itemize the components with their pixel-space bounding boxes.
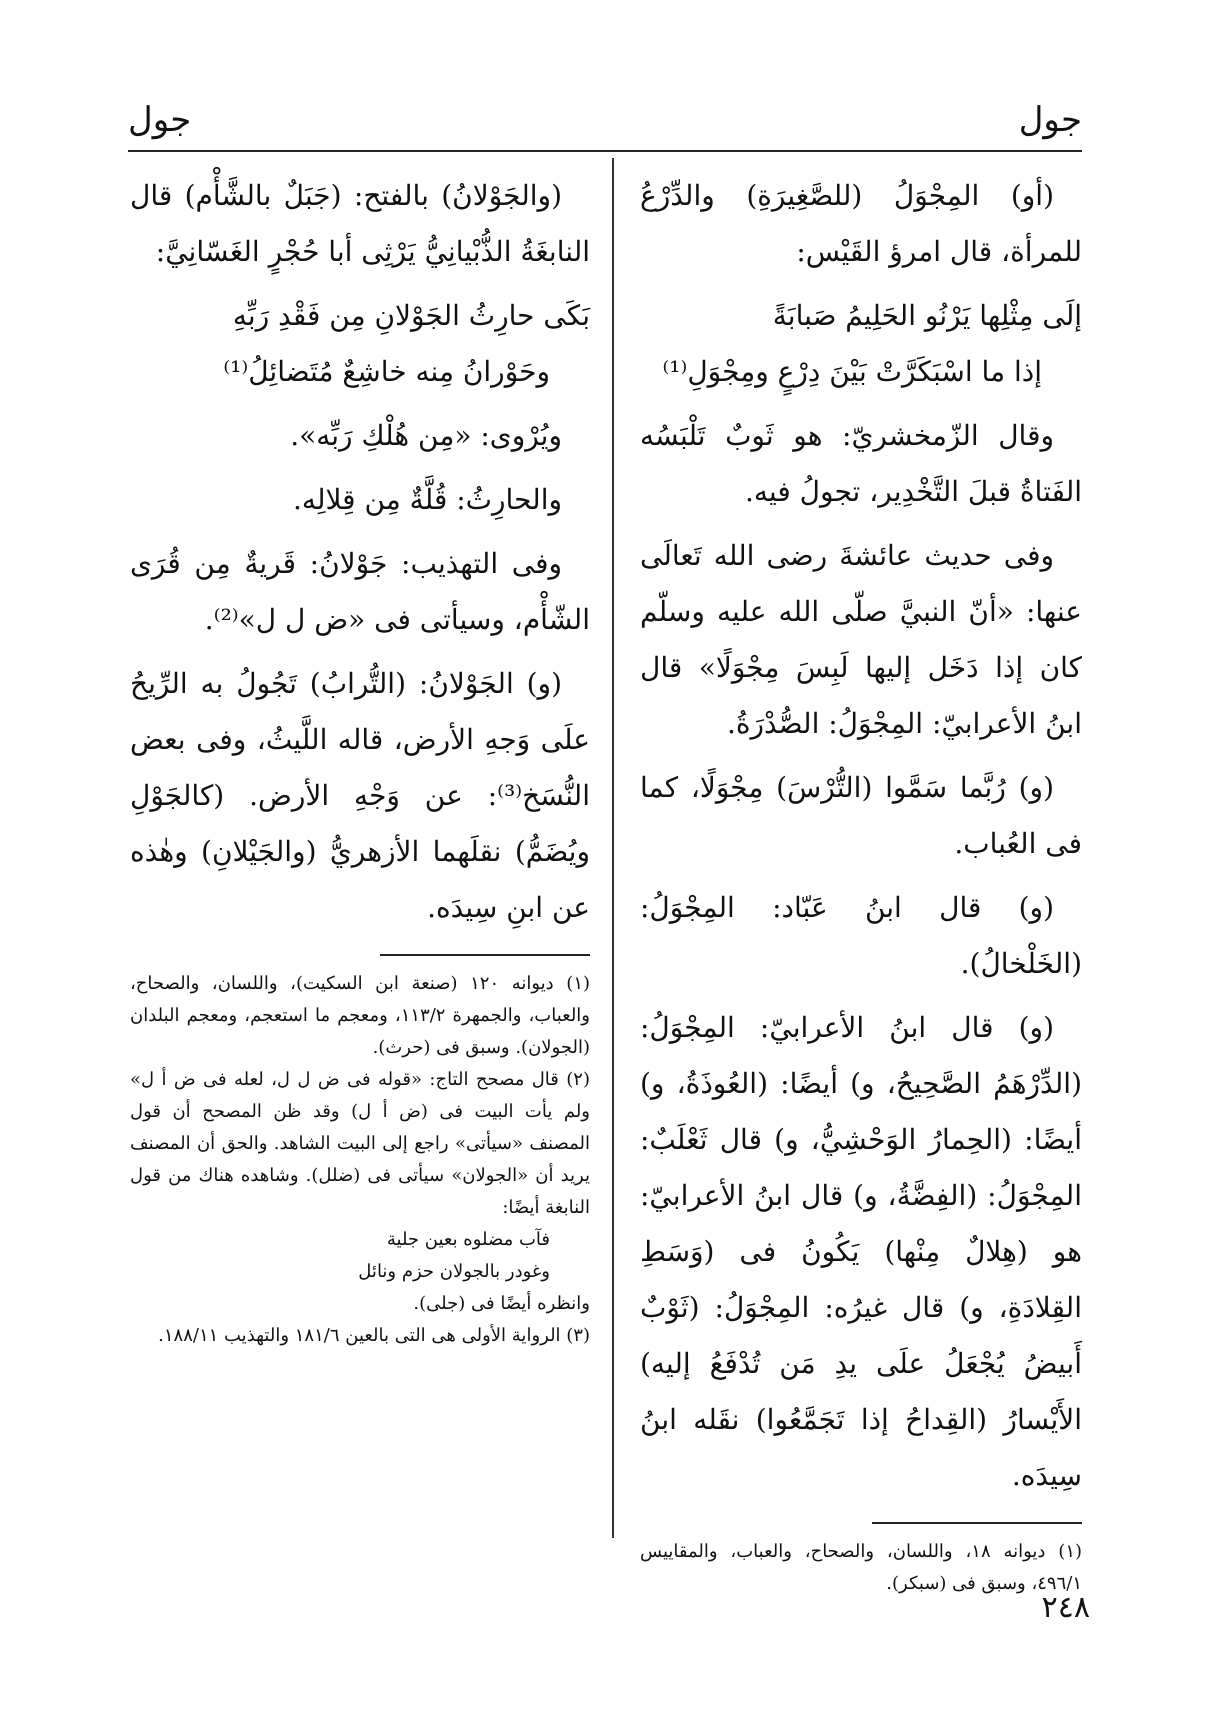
footnote: (١) ديوانه ١٨، واللسان، والصحاح، والعباب، والمقاييس ٤٩٦/١، وسبق فى (سبكر). [640,1541,1083,1594]
footnote-verse: فآب مضلوه بعين جلية [386,1229,550,1250]
column-divider [612,158,614,1538]
footnote: وانظره أيضًا فى (جلى). [413,1293,590,1314]
running-header-left: جول [128,100,192,140]
entry-paragraph: ويُرْوى: «مِن هُلْكِ رَبِّه». [290,419,562,452]
footnote-rule [380,954,590,956]
entry-paragraph: (و) قال ابنُ عَبّاد: المِجْوَلُ: (الخَلْخالُ). [640,891,1082,980]
entry-paragraph: (والجَوْلانُ) بالفتح: (جَبَلٌ بالشَّأْم) قال النابغَةُ الذُّبْيانِيُّ يَرْثِى أبا حُجْرٍ الغَسّانِيَّ: [130,179,590,268]
verse-first-hemistich: بَكَى حارِثُ الجَوْلانِ مِن فَقْدِ رَبِّهِ [232,299,590,332]
footnote: (٣) الرواية الأولى هى التى بالعين ١٨١/٦ والتهذيب ١٨٨/١١. [158,1325,590,1346]
running-header-right: جول [1018,100,1082,140]
right-column [640,168,1082,1600]
entry-paragraph: وقال الزّمخشريّ: هو ثَوبٌ تَلْبَسُه الفَتاةُ قبلَ التَّخْدِير، تجولُ فيه. [640,419,1082,508]
entry-paragraph: (و) رُبَّما سَمَّوا (التُّرْسَ) مِجْوَلًا، كما فى العُباب. [640,771,1082,860]
footnote: (١) ديوانه ١٢٠ (صنعة ابن السكيت)، واللسان، والصحاح، والعباب، والجمهرة ١١٣/٢، ومعجم ما استعجم، ومعجم البلدان (الجولان). وسبق فى (حرث). [130,973,591,1058]
verse-second-hemistich: وحَوْرانُ مِنه خاشِعٌ مُتَضائِلُ⁽¹⁾ [223,355,550,388]
entry-paragraph: (و) الجَوْلانُ: (التُّرابُ) تَجُولُ به الرِّيحُ علَى وَجهِ الأرض، قاله اللَّيثُ، وفى بعض النُّسَخ⁽³⁾: عن وَجْهِ الأرض. (كالجَوْلِ ويُضَمُّ) نقلَهما الأزهريُّ (والجَيْلانِ) وهٰذه عن ابنِ سِيدَه. [130,667,590,924]
header-rule [128,150,1082,152]
left-column [130,168,590,1352]
entry-paragraph: (و) قال ابنُ الأعرابيّ: المِجْوَلُ: (الدِّرْهَمُ الصَّحِيحُ، و) أيضًا: (العُوذَةُ، و) أيضًا: (الحِمارُ الوَحْشِيُّ، و) قال ثَعْلَبٌ: المِجْوَلُ: (الفِضَّةُ، و) قال ابنُ الأعرابيّ: هو (هِلالٌ مِنْها) يَكُونُ فى (وَسَطِ القِلادَةِ، و) قال غيرُه: المِجْوَلُ: (ثَوْبٌ أَبيضُ يُجْعَلُ علَى يدِ مَن تُدْفَعُ إليه) الأَيْسارُ (القِداحُ إذا تَجَمَّعُوا) نقَله ابنُ سِيدَه. [640,1011,1082,1492]
entry-paragraph: (أو) المِجْوَلُ (للصَّغِيرَةِ) والدِّرْعُ للمرأة، قال امرؤ القَيْس: [640,179,1082,268]
verse-second-hemistich: إذا ما اسْبَكَرَّتْ بَيْنَ دِرْعٍ ومِجْوَلِ⁽¹⁾ [662,355,1042,388]
footnote: (٢) قال مصحح التاج: «قوله فى ض ل ل، لعله فى ض أ ل» ولم يأت البيت فى (ض أ ل) وقد ظن المصحح أن قول المصنف «سيأتى» راجع إلى البيت الشاهد. والحق أن المصنف يريد أن «الجولان» سيأتى فى (ضلل). وشاهده هناك من قول النابغة أيضًا: [130,1069,590,1218]
footnote-rule [872,1522,1082,1524]
page-number: ٢٤٨ [1041,1590,1090,1625]
footnote-verse: وغودر بالجولان حزم ونائل [358,1261,550,1282]
entry-paragraph: والحارِثُ: قُلَّةٌ مِن قِلالِه. [293,483,562,516]
entry-paragraph: وفى التهذيب: جَوْلانُ: قَريةٌ مِن قُرَى الشّأْم، وسيأتى فى «ض ل ل»⁽²⁾. [130,547,590,636]
verse-first-hemistich: إلَى مِثْلِها يَرْنُو الحَلِيمُ صَبابَةً [772,299,1082,332]
entry-paragraph: وفى حديث عائشةَ رضى الله تَعالَى عنها: «أنّ النبيَّ صلّى الله عليه وسلّم كان إذا دَخَل إليها لَبِسَ مِجْوَلًا» قال ابنُ الأعرابيّ: المِجْوَلُ: الصُّدْرَةُ. [640,539,1082,740]
